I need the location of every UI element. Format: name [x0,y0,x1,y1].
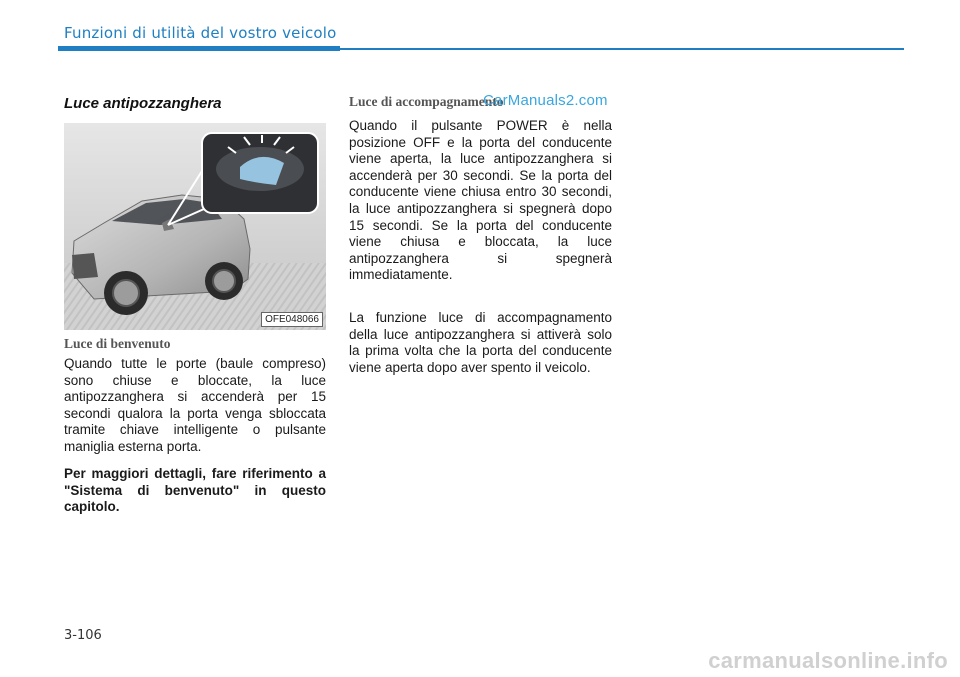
welcome-light-paragraph: Quando tutte le porte (baule compreso) sono chiuse e bloccate, la luce antipozzanghera si accenderà per 15 secondi qualora la porta venga sbloccata tramite chiave intelligente o pulsante maniglia esterna porta. [64,356,326,454]
escort-light-paragraph-2: La funzione luce di accompagnamento della luce antipozzanghera si attiverà solo la prima volta che la porta del conducente viene aperta dopo aver spento il veicolo. [349,310,612,375]
reference-paragraph: Per maggiori dettagli, fare riferimento a "Sistema di benvenuto" in questo capitolo. [64,466,326,515]
chapter-title: Funzioni di utilità del vostro veicolo [64,24,337,42]
welcome-light-heading: Luce di benvenuto [64,336,171,351]
escort-light-heading: Luce di accompagnamento [349,94,504,109]
header-rule-thick [58,46,340,51]
puddle-lamp-illustration [64,123,326,330]
watermark-top: CarManuals2.com [483,92,608,109]
figure-code: OFE048066 [261,312,323,327]
car-illustration [64,123,326,330]
watermark-bottom: carmanualsonline.info [708,648,948,673]
escort-light-paragraph-1: Quando il pulsante POWER è nella posizione OFF e la porta del conducente viene aperta, la luce antipozzanghera si accenderà per 30 secondi. Se la porta del conducente viene chiusa entro 30 secondi, la luce antipozzanghera si spegnerà dopo 15 secondi. Se la porta del conducente viene chiusa e bloccata, la luce antipozzanghera si spegnerà immediatamente. [349,118,612,283]
car-grille [72,253,98,279]
page-number: 3-106 [64,628,102,643]
section-heading: Luce antipozzanghera [64,95,222,112]
header-rule-thin [340,48,904,50]
